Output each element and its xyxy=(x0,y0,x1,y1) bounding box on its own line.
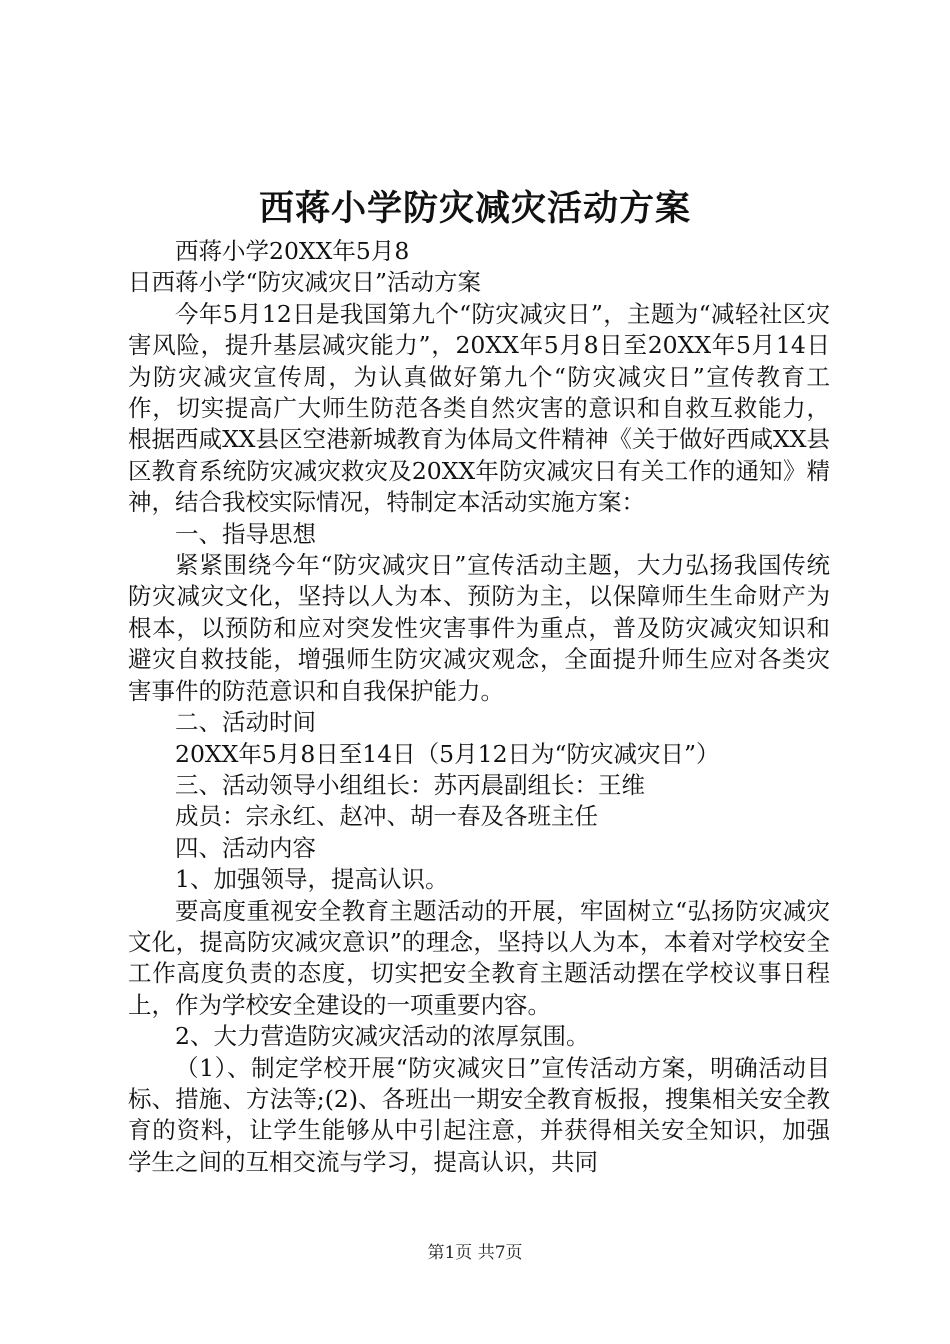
paragraph: 紧紧围绕今年“防灾减灾日”宣传活动主题，大力弘扬我国传统防灾减灾文化，坚持以人为本、预防为主，以保障师生生命财产为根本，以预防和应对突发性灾害事件为重点，普及防灾减灾知识和避灾自救技能，增强师生防灾减灾观念，全面提升师生应对各类灾害事件的防范意识和自我保护能力。 xyxy=(128,551,830,705)
paragraph: （1）、制定学校开展“防灾减灾日”宣传活动方案，明确活动目标、措施、方法等;(2)、各班出一期安全教育板报，搜集相关安全教育的资料，让学生能够从中引起注意，并获得相关安全知识，加强学生之间的互相交流与学习，提高认识，共同 xyxy=(128,1053,830,1176)
document-body xyxy=(128,236,830,1178)
paragraph: 要高度重视安全教育主题活动的开展，牢固树立“弘扬防灾减灾文化，提高防灾减灾意识”的理念，坚持以人为本，本着对学校安全工作高度负责的态度，切实把安全教育主题活动摆在学校议事日程上，作为学校安全建设的一项重要内容。 xyxy=(128,896,830,1019)
paragraph: 成员：宗永红、赵冲、胡一春及各班主任 xyxy=(175,802,598,831)
paragraph: 西蒋小学20XX年5月8 xyxy=(175,237,410,265)
paragraph: 今年5月12日是我国第九个“防灾减灾日”，主题为“减轻社区灾害风险，提升基层减灾能力”，20XX年5月8日至20XX年5月14日为防灾减灾宣传周，为认真做好第九个“防灾减灾日”宣传教育工作，切实提高广大师生防范各类自然灾害的意识和自救互救能力，根据西咸XX县区空港新城教育为体局文件精神《关于做好西咸XX县区教育系统防灾减灾救灾及20XX年防灾减灾日有关工作的通知》精神，结合我校实际情况，特制定本活动实施方案： xyxy=(128,299,830,517)
section-heading: 三、活动领导小组组长：苏丙晨副组长：王维 xyxy=(175,770,645,799)
page-number: 第1页 共7页 xyxy=(427,1243,523,1263)
paragraph: 日西蒋小学“防灾减灾日”活动方案 xyxy=(128,268,482,297)
paragraph: 20XX年5月8日至14日（5月12日为“防灾减灾日”） xyxy=(175,739,720,768)
section-heading: 四、活动内容 xyxy=(175,833,316,862)
subsection-heading: 1、加强领导，提高认识。 xyxy=(175,865,449,894)
document-title: 西蒋小学防灾减灾活动方案 xyxy=(258,188,691,229)
section-heading: 二、活动时间 xyxy=(175,708,316,737)
section-heading: 一、指导思想 xyxy=(175,519,316,548)
subsection-heading: 2、大力营造防灾减灾活动的浓厚氛围。 xyxy=(175,1022,590,1051)
